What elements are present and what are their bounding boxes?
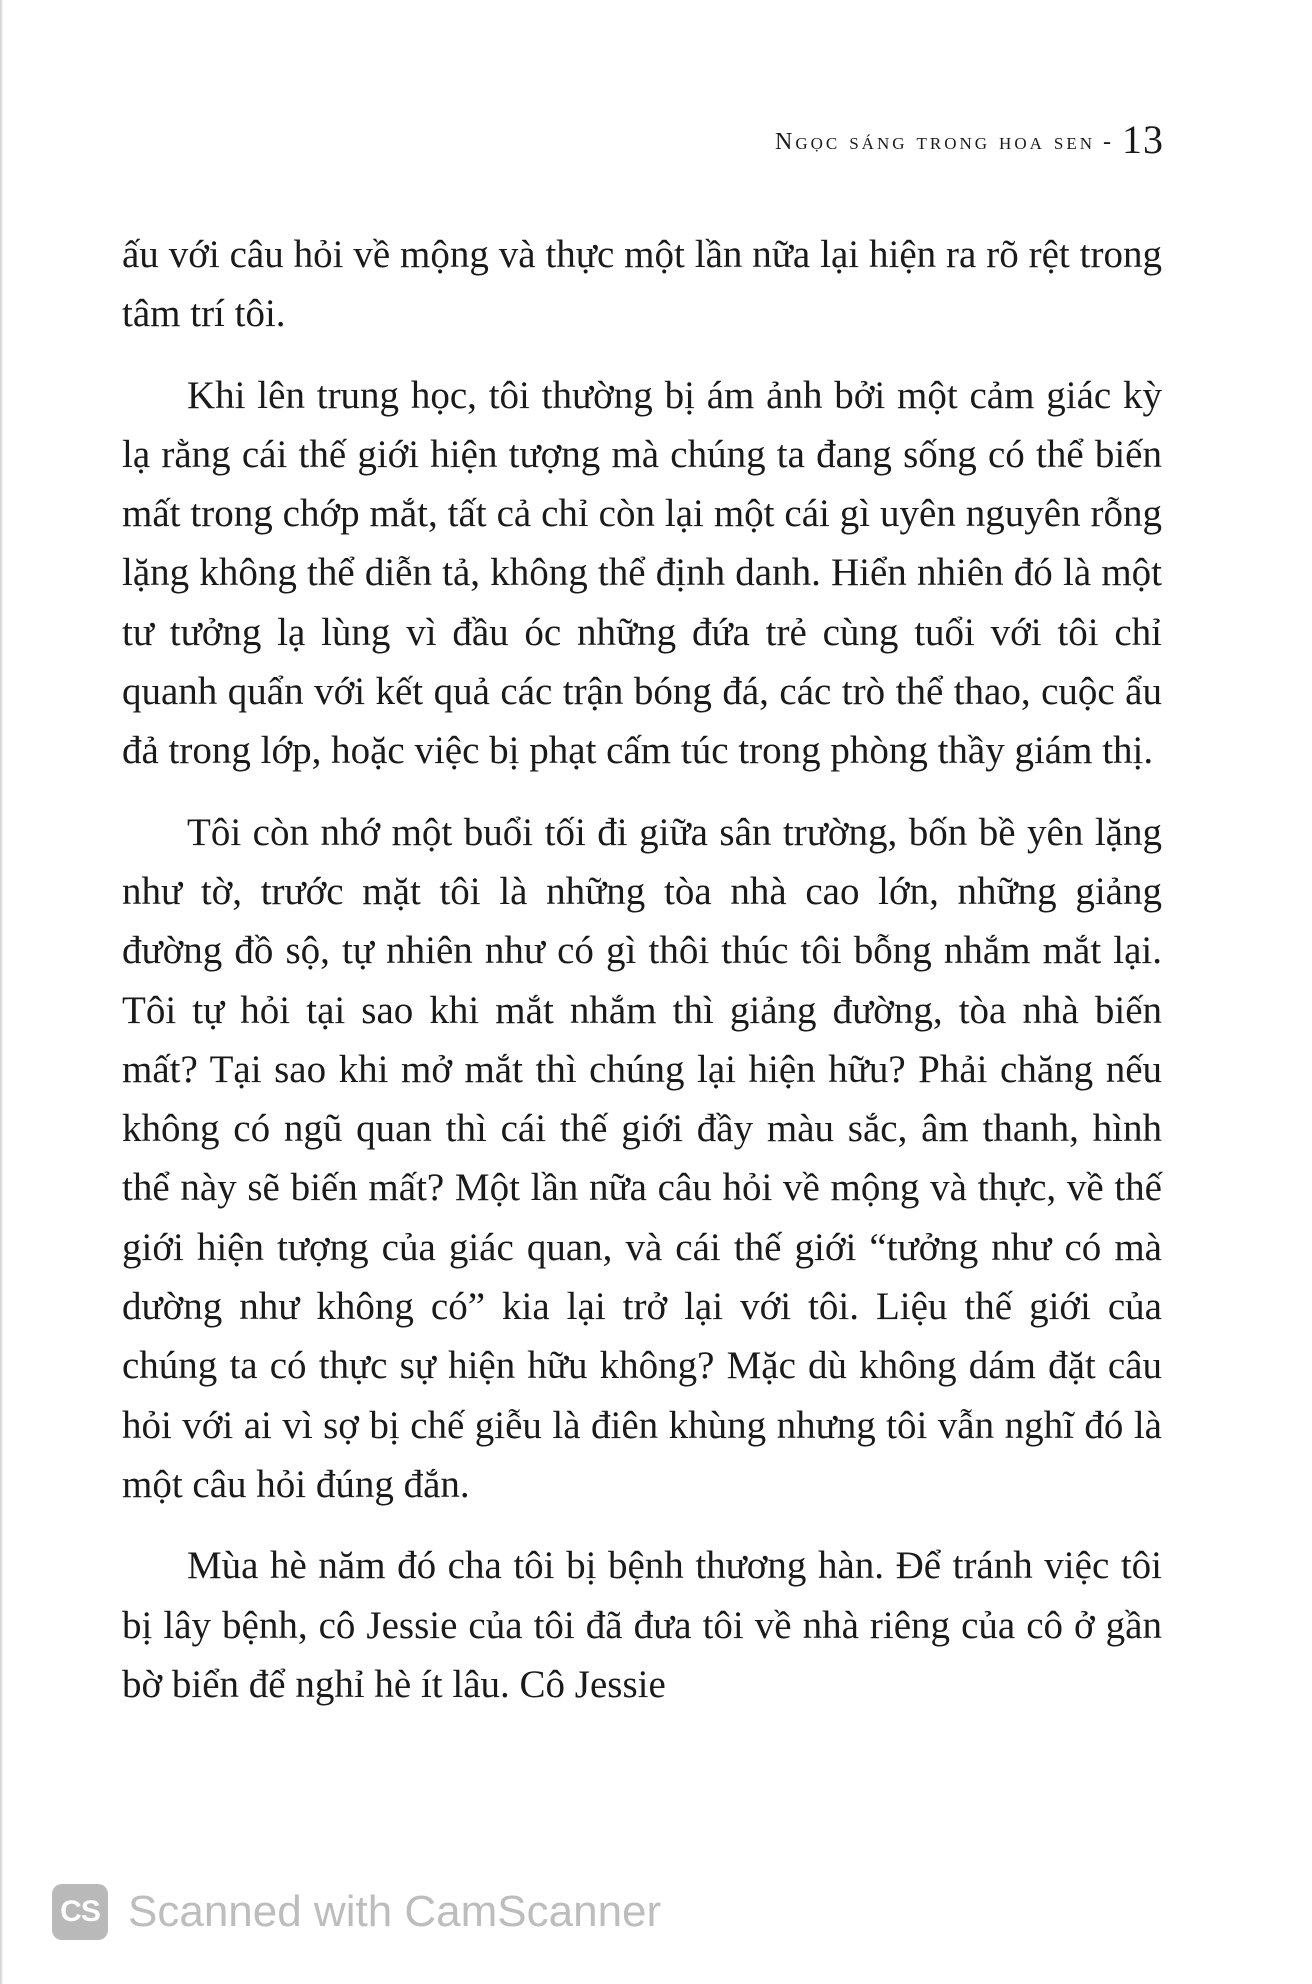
- paragraph: Tôi còn nhớ một buổi tối đi giữa sân trường, bốn bề yên lặng như tờ, trước mặt tôi là những tòa nhà cao lớn, những giảng đường đồ sộ, tự nhiên như có gì thôi thúc tôi bỗng nhắm mắt lại. Tôi tự hỏi tại sao khi mắt nhắm thì giảng đường, tòa nhà biến mất? Tại sao khi mở mắt thì chúng lại hiện hữu? Phải chăng nếu không có ngũ quan thì cái thế giới đầy màu sắc, âm thanh, hình thể này sẽ biến mất? Một lần nữa câu hỏi về mộng và thực, về thế giới hiện tượng của giác quan, và cái thế giới “tưởng như có mà dường như không có” kia lại trở lại với tôi. Liệu thế giới của chúng ta có thực sự hiện hữu không? Mặc dù không dám đặt câu hỏi với ai vì sợ bị chế giễu là điên khùng nhưng tôi vẫn nghĩ đó là một câu hỏi đúng đắn.: [122, 810, 1162, 1506]
- body-text: [122, 225, 1162, 1736]
- scanner-watermark: [52, 1882, 661, 1942]
- watermark-text: Scanned with CamScanner: [128, 1887, 662, 1936]
- paragraph: Khi lên trung học, tôi thường bị ám ảnh bởi một cảm giác kỳ lạ rằng cái thế giới hiện tượng mà chúng ta đang sống có thể biến mất trong chớp mắt, tất cả chỉ còn lại một cái gì uyên nguyên rỗng lặng không thể diễn tả, không thể định danh. Hiển nhiên đó là một tư tưởng lạ lùng vì đầu óc những đứa trẻ cùng tuổi với tôi chỉ quanh quẩn với kết quả các trận bóng đá, các trò thể thao, cuộc ẩu đả trong lớp, hoặc việc bị phạt cấm túc trong phòng thầy giám thị.: [122, 373, 1162, 773]
- page-edge-shadow: [0, 0, 3, 1984]
- running-header: [775, 116, 1164, 163]
- camscanner-logo-icon: CS: [52, 1884, 108, 1940]
- running-title: Ngọc sáng trong hoa sen: [774, 129, 1095, 155]
- paragraph: Mùa hè năm đó cha tôi bị bệnh thương hàn. Để tránh việc tôi bị lây bệnh, cô Jessie của tôi đã đưa tôi về nhà riêng của cô ở gần bờ biển để nghỉ hè ít lâu. Cô Jessie: [122, 1544, 1162, 1706]
- paragraph-continued: ấu với câu hỏi về mộng và thực một lần nữa lại hiện ra rõ rệt trong tâm trí tôi.: [122, 233, 1162, 336]
- page-number: 13: [1122, 117, 1164, 162]
- header-separator: -: [1103, 129, 1114, 155]
